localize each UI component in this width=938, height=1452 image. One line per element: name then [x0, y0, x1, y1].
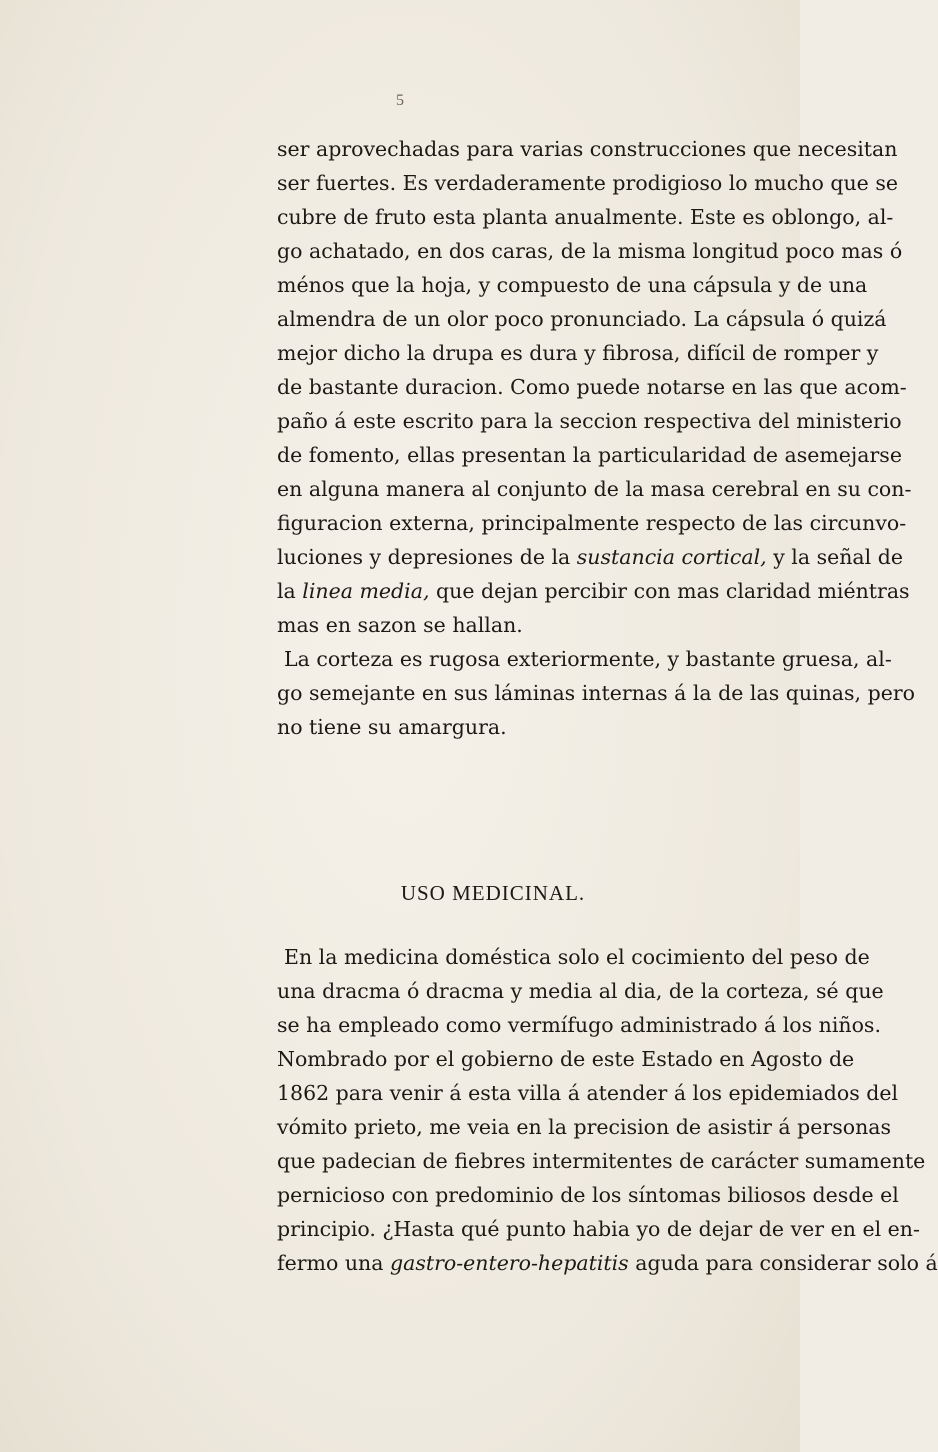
text-line: vómito prieto, me veia en la precision de asistir á personas [277, 1115, 892, 1139]
text-line: ménos que la hoja, y compuesto de una cápsula y de una [277, 273, 868, 297]
text-line: ser aprovechadas para varias construcciones que necesitan [277, 137, 898, 161]
text-line: que padecian de fiebres intermitentes de carácter sumamente [277, 1149, 926, 1173]
text-line: principio. ¿Hasta qué punto habia yo de dejar de ver en el en- [277, 1217, 920, 1241]
text-line: La corteza es rugosa exteriormente, y bastante gruesa, al- [284, 647, 892, 671]
text-run: fermo una [277, 1251, 390, 1275]
text-line: mejor dicho la drupa es dura y fibrosa, difícil de romper y [277, 341, 879, 365]
text-line: Nombrado por el gobierno de este Estado en Agosto de [277, 1047, 855, 1071]
text-run: aguda para considerar solo á [628, 1251, 938, 1275]
text-line: de fomento, ellas presentan la particularidad de asemejarse [277, 443, 902, 467]
text-line: mas en sazon se hallan. [277, 613, 523, 637]
text-line [277, 574, 910, 608]
text-line: figuracion externa, principalmente respecto de las circunvo- [277, 511, 907, 535]
text-run: luciones y depresiones de la [277, 545, 577, 569]
section-heading: USO MEDICINAL. [400, 881, 586, 905]
text-line: una dracma ó dracma y media al dia, de la corteza, sé que [277, 979, 884, 1003]
text-line: de bastante duracion. Como puede notarse en las que acom- [277, 375, 907, 399]
text-line: se ha empleado como vermífugo administrado á los niños. [277, 1013, 881, 1037]
italic-term: gastro-entero-hepatitis [389, 1251, 629, 1275]
text-line: no tiene su amargura. [277, 715, 507, 739]
text-line: cubre de fruto esta planta anualmente. Este es oblongo, al- [277, 205, 894, 229]
text-run: que dejan percibir con mas claridad miéntras [429, 579, 910, 603]
text-line: En la medicina doméstica solo el cocimiento del peso de [284, 945, 870, 969]
text-line [277, 540, 903, 574]
text-line: pernicioso con predominio de los síntomas biliosos desde el [277, 1183, 899, 1207]
text-line: paño á este escrito para la seccion respectiva del ministerio [277, 409, 902, 433]
text-run: y la señal de [766, 545, 903, 569]
text-line: go semejante en sus láminas internas á la de las quinas, pero [277, 681, 915, 705]
text-line: almendra de un olor poco pronunciado. La cápsula ó quizá [277, 307, 887, 331]
text-line: en alguna manera al conjunto de la masa cerebral en su con- [277, 477, 912, 501]
italic-term: linea media, [302, 579, 430, 603]
text-line [277, 1246, 938, 1280]
text-run: la [277, 579, 303, 603]
text-line: 1862 para venir á esta villa á atender á los epidemiados del [277, 1081, 899, 1105]
text-line: ser fuertes. Es verdaderamente prodigioso lo mucho que se [277, 171, 898, 195]
text-line: go achatado, en dos caras, de la misma longitud poco mas ó [277, 239, 903, 263]
page-number: 5 [396, 92, 404, 109]
italic-term: sustancia cortical, [576, 545, 767, 569]
